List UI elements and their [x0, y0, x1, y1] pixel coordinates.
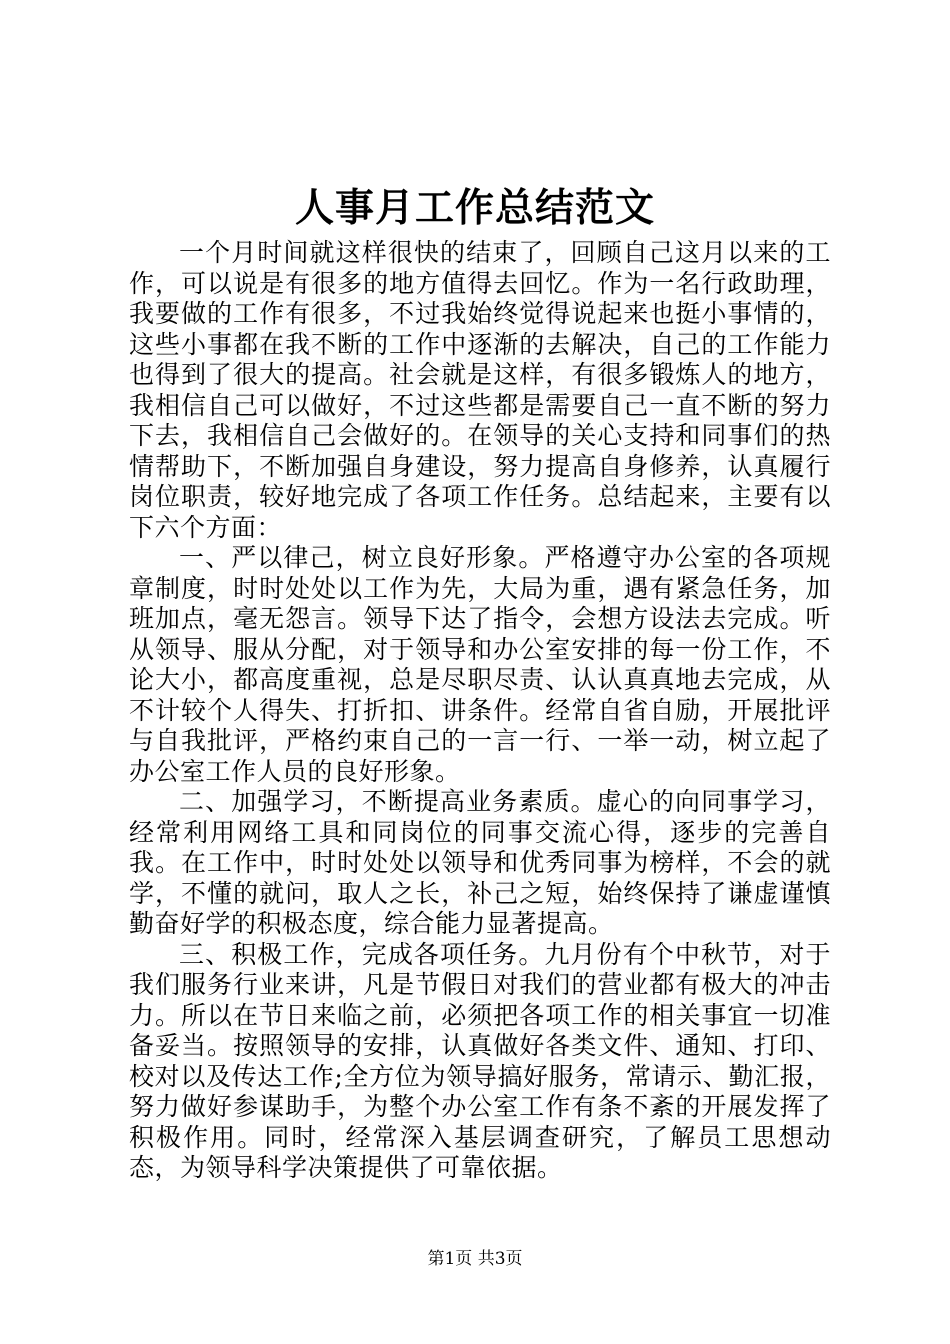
- document-body: [129, 238, 831, 1184]
- paragraph-section-2: 二、加强学习，不断提高业务素质。虚心的向同事学习，经常利用网络工具和同岗位的同事交流心得，逐步的完善自我。在工作中，时时处处以领导和优秀同事为榜样，不会的就学，不懂的就问，取人之长，补己之短，始终保持了谦虚谨慎勤奋好学的积极态度，综合能力显著提高。: [129, 787, 831, 938]
- page-number-footer: 第1页 共3页: [427, 1249, 523, 1269]
- paragraph-intro: 一个月时间就这样很快的结束了，回顾自己这月以来的工作，可以说是有很多的地方值得去回忆。作为一名行政助理，我要做的工作有很多，不过我始终觉得说起来也挺小事情的，这些小事都在我不断的工作中逐渐的去解决，自己的工作能力也得到了很大的提高。社会就是这样，有很多锻炼人的地方，我相信自己可以做好，不过这些都是需要自己一直不断的努力下去，我相信自己会做好的。在领导的关心支持和同事们的热情帮助下，不断加强自身建设，努力提高自身修养，认真履行岗位职责，较好地完成了各项工作任务。总结起来，主要有以下六个方面：: [129, 238, 831, 542]
- paragraph-section-1: 一、严以律己，树立良好形象。严格遵守办公室的各项规章制度，时时处处以工作为先，大局为重，遇有紧急任务，加班加点，毫无怨言。领导下达了指令，会想方设法去完成。听从领导、服从分配，对于领导和办公室安排的每一份工作，不论大小，都高度重视，总是尽职尽责、认认真真地去完成，从不计较个人得失、打折扣、讲条件。经常自省自励，开展批评与自我批评，严格约束自己的一言一行、一举一动，树立起了办公室工作人员的良好形象。: [129, 543, 831, 786]
- paragraph-section-3: 三、积极工作，完成各项任务。九月份有个中秋节，对于我们服务行业来讲，凡是节假日对我们的营业都有极大的冲击力。所以在节日来临之前，必须把各项工作的相关事宜一切准备妥当。按照领导的安排，认真做好各类文件、通知、打印、校对以及传达工作;全方位为领导搞好服务，常请示、勤汇报，努力做好参谋助手，为整个办公室工作有条不紊的开展发挥了积极作用。同时，经常深入基层调查研究，了解员工思想动态，为领导科学决策提供了可靠依据。: [129, 939, 831, 1182]
- document-title: 人事月工作总结范文: [294, 185, 655, 231]
